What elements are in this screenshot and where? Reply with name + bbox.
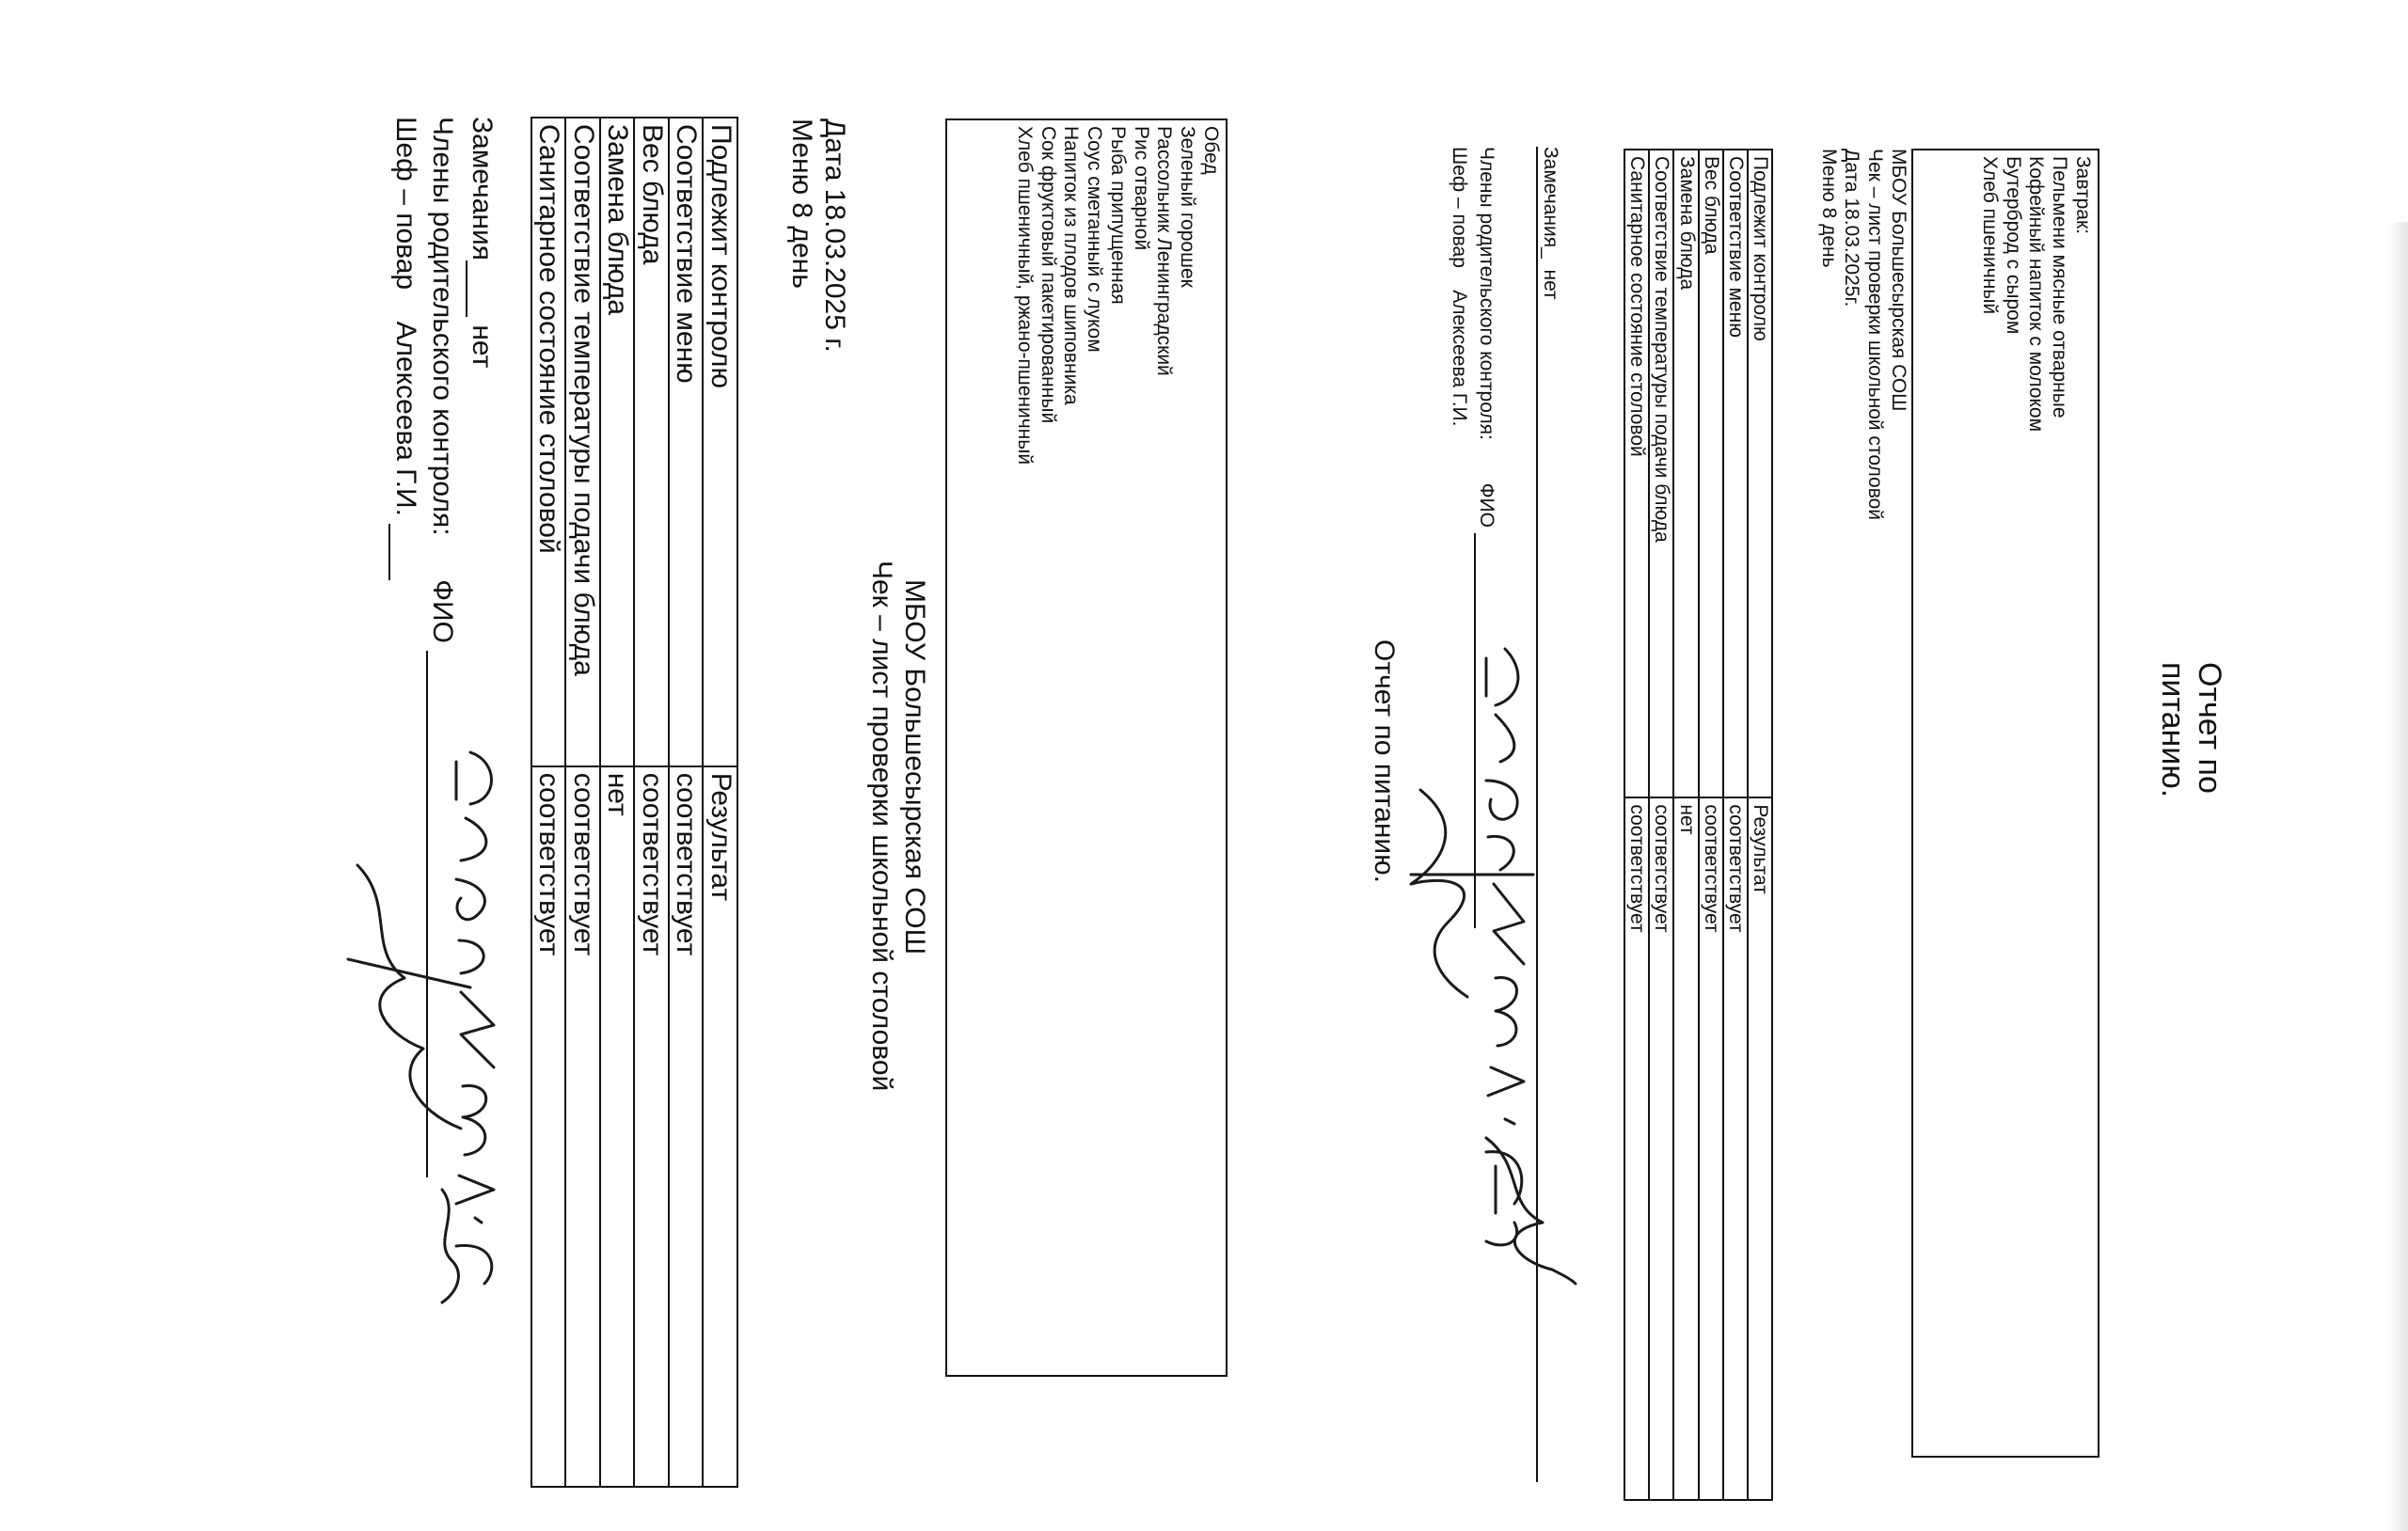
table-row bbox=[635, 118, 670, 1487]
table-cell: соответствует bbox=[1624, 797, 1649, 1500]
table-cell: нет bbox=[1673, 797, 1698, 1500]
members-label: Члены родительского контроля: bbox=[1476, 147, 1497, 440]
menu-item: Рис отварной bbox=[1130, 126, 1152, 251]
report2-checklist-table-wrap bbox=[531, 117, 738, 1488]
menu-heading: Обед bbox=[1200, 126, 1222, 175]
table-cell: соответствует bbox=[1699, 797, 1723, 1500]
table-cell: соответствует bbox=[1723, 797, 1748, 1500]
table-row bbox=[1624, 150, 1649, 1500]
remarks-label: Замечания bbox=[1540, 147, 1561, 248]
table-cell: соответствует bbox=[1649, 797, 1673, 1500]
members-label: Члены родительского контроля: bbox=[427, 117, 458, 536]
menu-item: Рассольник Ленинградский bbox=[1153, 126, 1176, 376]
report1-remarks: Замечания_ нет bbox=[1536, 147, 1561, 1482]
menu-item: Зеленый горошек bbox=[1177, 126, 1199, 288]
fio-label: ФИО bbox=[1476, 482, 1497, 528]
report1-header bbox=[1816, 149, 1909, 520]
scan-edge-shadow bbox=[2387, 222, 2408, 1531]
fio-label: ФИО bbox=[427, 579, 458, 643]
remarks-label: Замечания bbox=[467, 117, 498, 261]
report1-signature bbox=[1467, 1129, 1580, 1288]
table-cell: Вес блюда bbox=[1699, 150, 1723, 797]
report1-title: Отчет по питанию. bbox=[2155, 662, 2227, 798]
table-header-row bbox=[704, 118, 738, 1487]
report2-signature bbox=[339, 846, 480, 1157]
chef-label: Шеф – повар bbox=[389, 117, 421, 291]
chef-label: Шеф – повар bbox=[1449, 147, 1471, 268]
menu-item: Хлеб пшеничный, ржано-пшеничный bbox=[1013, 126, 1036, 466]
report2-header-center bbox=[864, 560, 931, 1091]
report2-remarks bbox=[466, 117, 499, 368]
table-cell: Замена блюда bbox=[600, 118, 635, 766]
menu-day: Меню 8 день bbox=[1817, 149, 1840, 268]
report-date: Дата 18.03.2025г. bbox=[1841, 149, 1863, 308]
report2-menu-box bbox=[945, 118, 1228, 1377]
table-row bbox=[1673, 150, 1698, 1500]
table-cell: Соответствие меню bbox=[1723, 150, 1748, 797]
report1-checklist-table bbox=[1624, 149, 1773, 1501]
table-row bbox=[1649, 150, 1673, 1500]
school-name: МБОУ Большесырская СОШ bbox=[1888, 149, 1909, 412]
menu-item: Напиток из плодов шиповника bbox=[1060, 126, 1083, 405]
table-cell: Замена блюда bbox=[1673, 150, 1698, 797]
table-header-cell: Результат bbox=[704, 766, 738, 1487]
checklist-title: Чек – лист проверки школьной столовой bbox=[865, 560, 897, 1092]
table-row bbox=[669, 118, 704, 1487]
table-header-cell: Подлежит контролю bbox=[704, 118, 738, 766]
menu-day: Меню 8 день bbox=[785, 118, 817, 289]
table-header-row bbox=[1748, 150, 1772, 1500]
report-date: Дата 18.03.2025 г. bbox=[819, 118, 850, 353]
checklist-title: Чек – лист проверки школьной столовой bbox=[1864, 149, 1887, 521]
table-cell: Санитарное состояние столовой bbox=[531, 118, 566, 766]
report1-checklist-table-wrap bbox=[1624, 149, 1773, 1501]
chef-name: Алексеева Г.И. bbox=[389, 321, 421, 516]
menu-item: Рыба припущенная bbox=[1106, 126, 1129, 305]
table-cell: Соответствие меню bbox=[669, 118, 704, 766]
table-row bbox=[566, 118, 601, 1487]
report2-date-block bbox=[784, 118, 851, 353]
table-row bbox=[1699, 150, 1723, 1500]
table-header-cell: Результат bbox=[1748, 797, 1772, 1500]
table-cell: Соответствие температуры подачи блюда bbox=[566, 118, 601, 766]
menu-item: Пельмени мясные отварные bbox=[2049, 156, 2071, 418]
table-cell: соответствует bbox=[566, 766, 601, 1487]
table-cell: Санитарное состояние столовой bbox=[1624, 150, 1649, 797]
table-row bbox=[1723, 150, 1748, 1500]
report2-checklist-table bbox=[531, 117, 738, 1488]
report1-menu-box bbox=[1911, 149, 2099, 1458]
menu-item: Соус сметанный с луком bbox=[1084, 126, 1106, 353]
menu-item: Кофейный напиток с молоком bbox=[2025, 156, 2048, 433]
table-cell: нет bbox=[600, 766, 635, 1487]
menu-item: Хлеб пшеничный bbox=[1978, 156, 2001, 315]
menu-heading: Завтрак: bbox=[2072, 156, 2094, 235]
menu-item: Бутерброд с сыром bbox=[2002, 156, 2024, 335]
table-cell: Вес блюда bbox=[635, 118, 670, 766]
table-header-cell: Подлежит контролю bbox=[1748, 150, 1772, 797]
school-name: МБОУ Большесырская СОШ bbox=[899, 579, 930, 955]
remarks-value: нет bbox=[1540, 269, 1561, 300]
report1-title-2: Отчет по питанию. bbox=[1369, 639, 1400, 883]
table-cell: соответствует bbox=[531, 766, 566, 1487]
table-row bbox=[531, 118, 566, 1487]
chef-name: Алексеева Г.И. bbox=[1449, 290, 1471, 427]
table-cell: соответствует bbox=[635, 766, 670, 1487]
table-cell: Соответствие температуры подачи блюда bbox=[1649, 150, 1673, 797]
table-cell: соответствует bbox=[669, 766, 704, 1487]
table-row bbox=[600, 118, 635, 1487]
report2-signature-tail bbox=[404, 1185, 480, 1307]
remarks-value: нет bbox=[467, 324, 498, 369]
menu-item: Сок фруктовый пакетированный bbox=[1037, 126, 1059, 424]
